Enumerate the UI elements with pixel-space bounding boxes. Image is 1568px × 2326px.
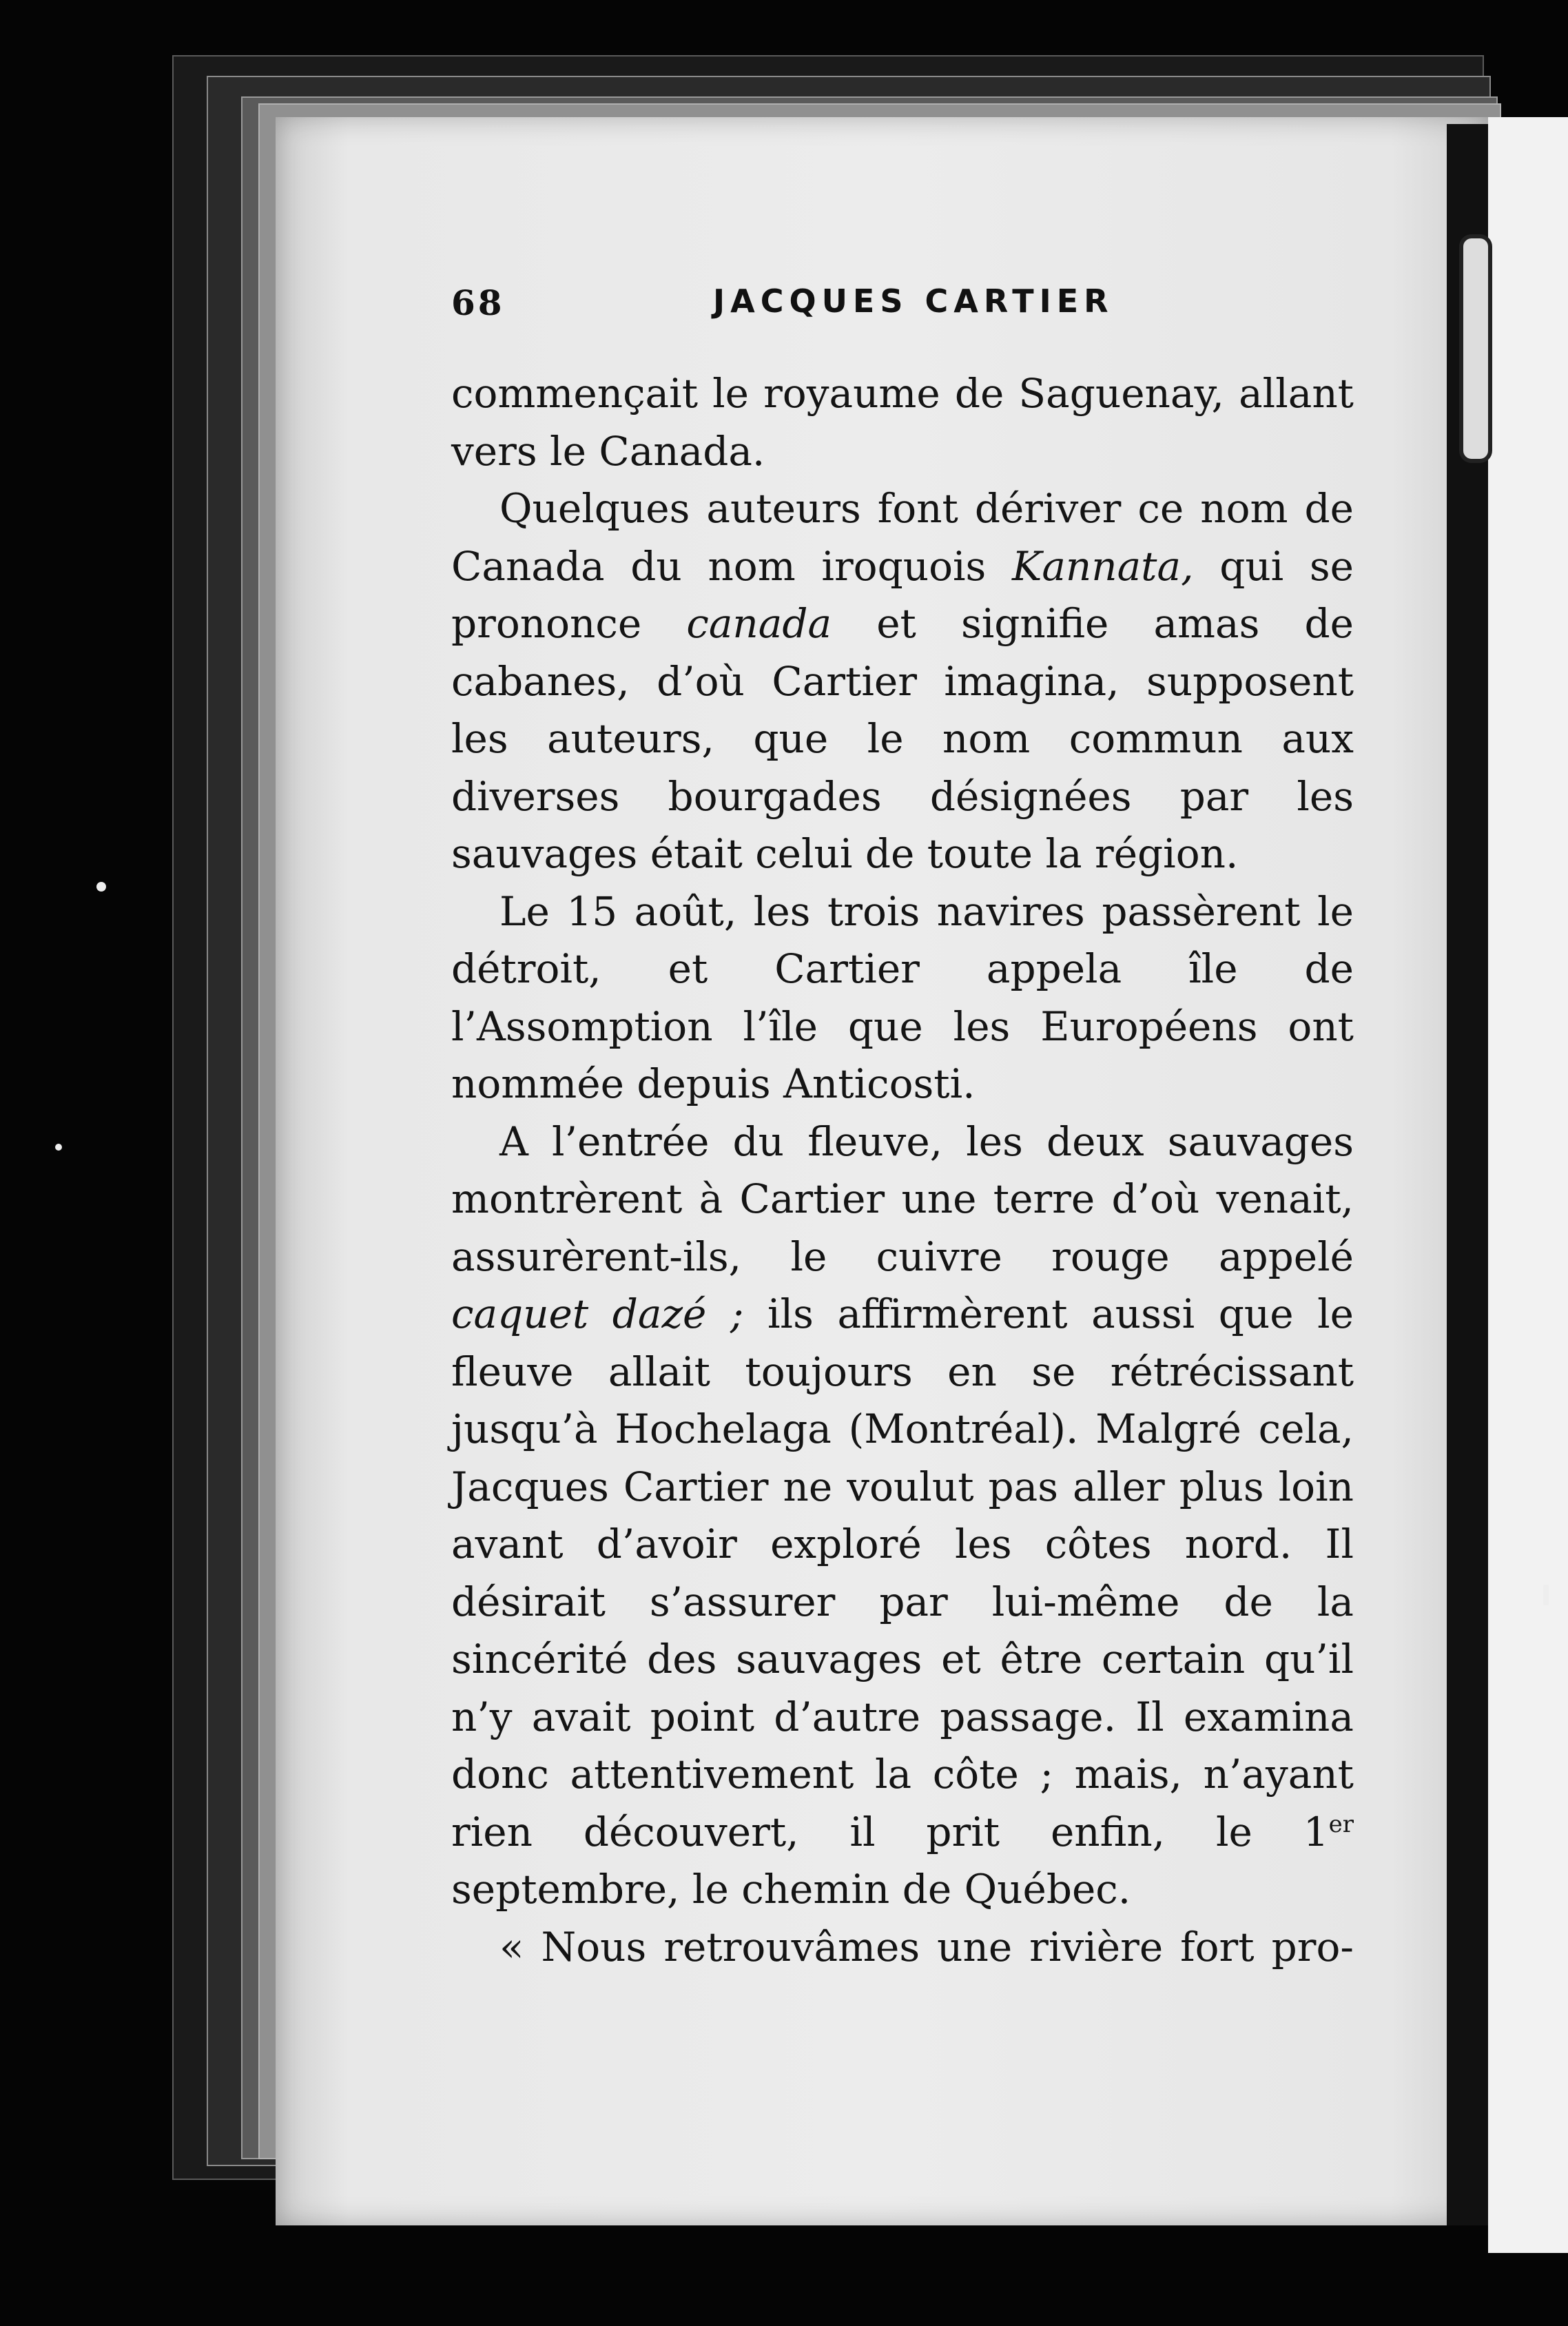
facing-page-edge — [1488, 117, 1568, 2253]
scan-speck — [55, 1144, 62, 1151]
italic-term: caquet dazé ; — [451, 1290, 744, 1337]
scan-speck — [96, 882, 106, 892]
superscript: er — [1328, 1810, 1354, 1838]
paragraph-text: « Nous retrouvâmes une rivière fort pro- — [499, 1923, 1354, 1970]
page-clip — [1459, 234, 1492, 463]
paragraph — [451, 365, 1354, 480]
page-header — [451, 282, 1347, 331]
text-segment: septembre, le chemin de Québec. — [451, 1866, 1131, 1913]
paragraph — [451, 883, 1354, 1113]
paragraph — [451, 1113, 1354, 1919]
paragraph — [451, 480, 1354, 883]
paragraph — [451, 1919, 1354, 1977]
text-segment: ils affirmèrent aussi que le fleuve allait toujours en se rétrécissant jusqu’à Hochelaga (Montréal). Malgré cela, Jacques Cartier ne voulut pas aller plus loin avant d’avoir exploré les côtes nord. Il désirait s’assurer par lui-même de la sincérité des sauvages et être certain qu’il n’y avait point d’autre passage. Il examina donc attentivement la côte ; mais, n’ayant rien découvert, il prit enfin, le 1 — [451, 1290, 1354, 1855]
italic-term: Kannata, — [1011, 542, 1194, 590]
italic-term: canada — [686, 600, 832, 647]
running-head: JACQUES CARTIER — [713, 282, 1114, 320]
text-segment: et signifie amas de cabanes, d’où Cartier imagina, supposent les auteurs, que le nom commun aux diverses bourgades désignées par les sauvages était celui de toute la région. — [451, 600, 1354, 877]
scan-speck — [1543, 1585, 1549, 1605]
body-text — [451, 365, 1354, 1976]
text-segment: A l’entrée du fleuve, les deux sauvages montrèrent à Cartier une terre d’où venait, assurèrent-ils, le cuivre rouge appelé — [451, 1118, 1354, 1280]
paragraph-text: commençait le royaume de Saguenay, allant vers le Canada. — [451, 370, 1354, 475]
text-segment: Quelques auteurs font dériver ce nom de Canada du nom iroquois — [451, 485, 1354, 590]
text-segment: qui se prononce — [451, 542, 1354, 647]
page-number: 68 — [451, 282, 505, 323]
paragraph-text: Le 15 août, les trois navires passèrent le détroit, et Cartier appela île de l’Assomption l’île que les Européens ont nommée depuis Anticosti. — [451, 887, 1354, 1107]
